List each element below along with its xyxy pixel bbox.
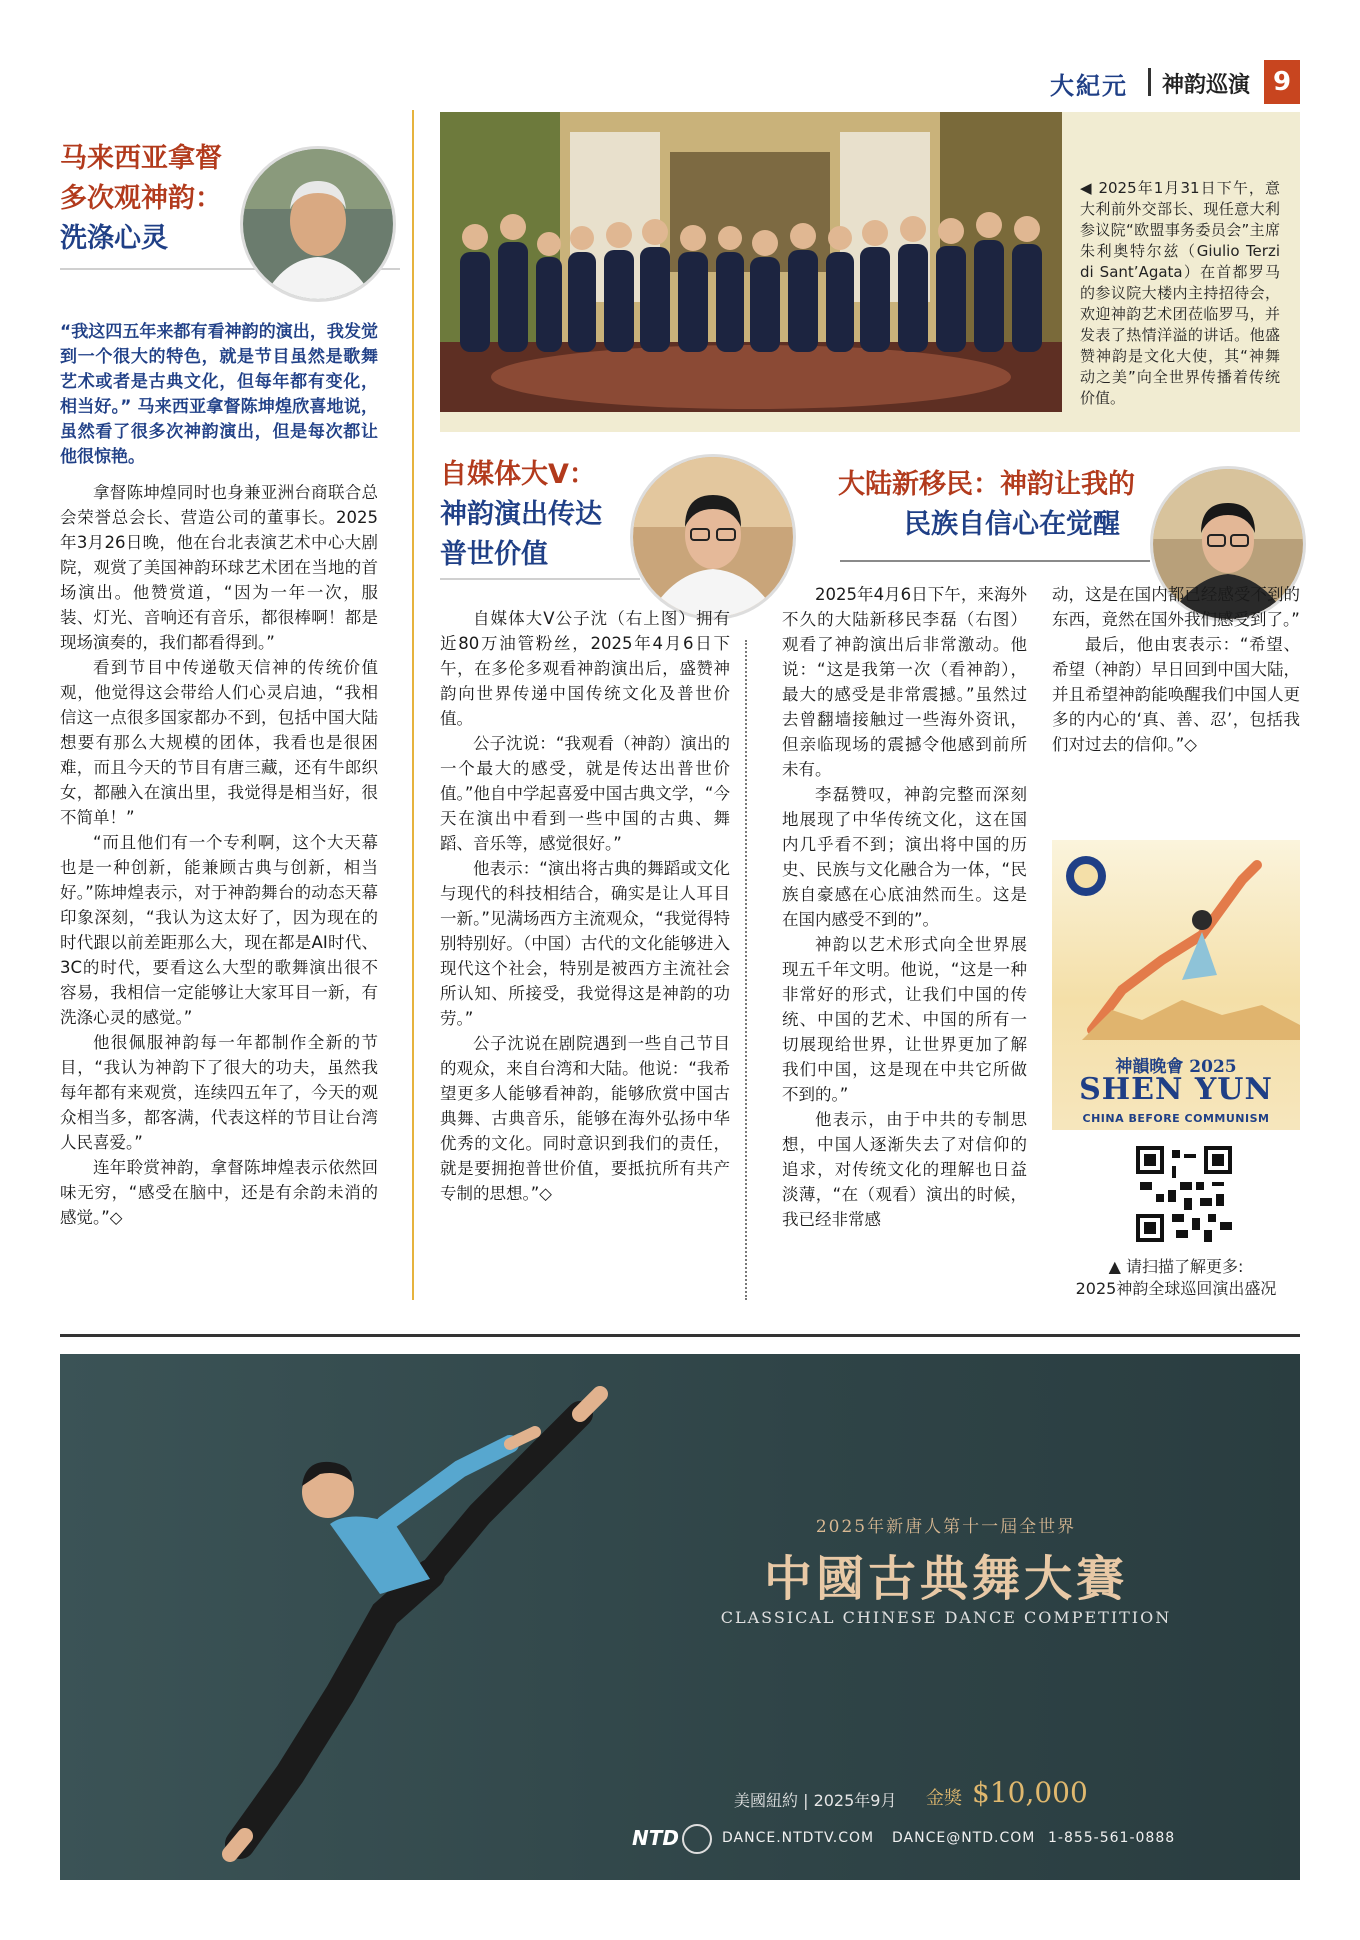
paragraph: 自媒体大V公子沈（右上图）拥有近80万油管粉丝，2025年4月6日下午，在多伦多观看神韵演出后，盛赞神韵向世界传递中国传统文化及普世价值。 [440,609,730,728]
paragraph: 连年聆赏神韵，拿督陈坤煌表示依然回味无穷，“感受在脑中，还是有余韵未消的感觉。”◇ [60,1158,378,1227]
header-divider [1148,68,1151,96]
shenyun-tagline: CHINA BEFORE COMMUNISM [1082,1112,1270,1125]
banner-prize-label: 金獎 [926,1788,962,1809]
qr-caption [1052,1256,1300,1300]
paragraph: 动，这是在国内都已经感受不到的东西，竟然在国外我们感受到了。” [1052,585,1300,629]
paragraph: 他表示，由于中共的专制思想，中国人逐渐失去了对信仰的追求，对传统文化的理解也日益淡薄，“在（观看）演出的时候，我已经非常感 [782,1110,1027,1229]
paragraph: 拿督陈坤煌同时也身兼亚洲台商联合总会荣誉总会长、营造公司的董事长。2025年3月26日晚，他在台北表演艺术中心大剧院，观赏了美国神韵环球艺术团在当地的首场演出。他赞赏道，“因为一年一次，服装、灯光、音响还有音乐，都很棒啊！都是现场演奏的，我们都看得到。” [60,483,378,652]
article1-headline-line1: 马来西亚拿督 [60,143,222,174]
shenyun-ad[interactable] [1052,840,1300,1130]
article2-portrait [630,454,796,620]
article2-rule [440,578,640,580]
dotted-divider [745,640,747,1300]
article2-headline-line2: 神韵演出传达 [440,499,602,530]
banner-phone[interactable]: 1-855-561-0888 [1048,1830,1176,1846]
banner-subtitle: 2025年新唐人第十一屆全世界 [815,1517,1077,1537]
dancer-photo [180,1374,640,1874]
qr-caption-line1: ▲ 请扫描了解更多: [1108,1257,1244,1276]
article1-headline-line2: 多次观神韵： [60,183,222,214]
paragraph: 他很佩服神韵每一年都制作全新的节目，“我认为神韵下了很大的功夫，虽然我每年都有来观赏，连续四五年了，今天的观众相当多，都客满，代表这样的节目让台湾人民喜爱。” [60,1033,378,1152]
headline-rule [840,560,1150,562]
column-divider [412,110,414,1300]
paragraph: 李磊赞叹，神韵完整而深刻地展现了中华传统文化，这在国内几乎看不到；演出将中国的历史、民族与文化融合为一体，“民族自豪感在心底油然而生。这是在国内感受不到的”。 [782,785,1027,929]
page-rule [60,1334,1300,1337]
paragraph: “而且他们有一个专利啊，这个大天幕也是一种创新，能兼顾古典与创新，相当好。”陈坤煌表示，对于神韵舞台的动态天幕印象深刻，“我认为这太好了，因为现在的时代跟以前差距那么大，现在都是AI时代、3C的时代，要看这么大型的歌舞演出很不容易，我相信一定能够让大家耳目一新，有洗涤心灵的感觉。” [60,833,378,1027]
dance-competition-banner[interactable] [60,1354,1300,1880]
article1-portrait [240,146,396,302]
article2-headline-line3: 普世价值 [440,539,548,570]
masthead-logo: 大紀元 [1050,71,1128,100]
banner-email[interactable]: DANCE@NTD.COM [892,1830,1036,1846]
photo-caption: ◀ 2025年1月31日下午，意大利前外交部长、现任意大利参议院“欧盟事务委员会”主席朱利奥特尔兹（Giulio Terzi di Sant’Agata）在首都罗马的参议院大楼内主持招待会，欢迎神韵艺术团莅临罗马，并发表了热情洋溢的讲话。他盛赞神韵是文化大使，其“神舞动之美”向全世界传播着传统价值。 [1080,179,1280,407]
paragraph: 看到节目中传递敬天信神的传统价值观，他觉得这会带给人们心灵启迪，“我相信这一点很多国家都办不到，包括中国大陆想要有那么大规模的团体，我看也是很困难，而且今天的节目有唐三藏，还有牛郎织女，都融入在演出里，我觉得是相当好，很不简单！” [60,658,378,827]
qr-caption-line2: 2025神韵全球巡回演出盛况 [1075,1279,1277,1298]
banner-location-date: 美國紐約 | 2025年9月 [734,1791,897,1810]
ntd-logo: NTD [632,1826,679,1850]
article1-body [60,480,378,1230]
seal-icon [682,1824,712,1854]
paragraph: 神韵以艺术形式向全世界展现五千年文明。他说，“这是一种非常好的形式，让我们中国的传统、中国的艺术、中国的所有一切展现给世界，让世界更加了解我们中国，这是现在中共它所做不到的。” [782,935,1027,1104]
paragraph: 公子沈说在剧院遇到一些自己节目的观众，来自台湾和大陆。他说：“我希望更多人能够看神韵，能够欣赏中国古典舞、古典音乐，能够在海外弘扬中华优秀的文化。同时意识到我们的责任，就是要拥抱普世价值，要抵抗所有共产专制的思想。”◇ [440,1034,730,1203]
section-name: 神韵巡演 [1162,73,1251,98]
paragraph: 2025年4月6日下午，来海外不久的大陆新移民李磊（右图）观看了神韵演出后非常激动。他说：“这是我第一次（看神韵），最大的感受是非常震撼。”虽然过去曾翻墙接触过一些海外资讯，但亲临现场的震撼令他感到前所未有。 [782,585,1027,779]
paragraph: 公子沈说：“我观看（神韵）演出的一个最大的感受，就是传达出普世价值。”他自中学起喜爱中国古典文学，“今天在演出中看到一些中国的古典、舞蹈、音乐等，感觉很好。” [440,734,730,853]
banner-website[interactable]: DANCE.NTDTV.COM [722,1830,875,1846]
banner-prize-amount: $10,000 [972,1776,1088,1809]
article3-body-col2 [1052,582,1300,757]
article3-body-col1 [782,582,1027,1232]
article3-headline-line2: 民族自信心在觉醒 [904,509,1120,540]
dancer-illustration [1052,840,1300,1040]
article3-headline-line1: 大陆新移民：神韵让我的 [838,469,1135,500]
group-photo [440,112,1062,412]
paragraph: 他表示：“演出将古典的舞蹈或文化与现代的科技相结合，确实是让人耳目一新。”见满场西方主流观众，“我觉得特别特别好。（中国）古代的文化能够进入现代这个社会，特别是被西方主流社会所认知、所接受，我觉得这是神韵的功劳。” [440,859,730,1028]
qr-code[interactable] [1136,1146,1232,1242]
article2-headline-line1: 自媒体大V： [440,459,596,490]
article1-headline-line3: 洗涤心灵 [60,223,168,254]
article1-lead-quote: “我这四五年来都有看神韵的演出，我发觉到一个很大的特色，就是节目虽然是歌舞艺术或者是古典文化，但每年都有变化，相当好。” 马来西亚拿督陈坤煌欣喜地说，虽然看了很多次神韵演出，但是每次都让他很惊艳。 [60,322,378,467]
article2-body [440,606,730,1206]
shenyun-chinese-title: 神韻晚會 2025 [1115,1057,1237,1077]
banner-english-title: CLASSICAL CHINESE DANCE COMPETITION [720,1608,1172,1627]
shenyun-brand: SHEN YUN [1079,1072,1273,1107]
paragraph: 最后，他由衷表示：“希望、希望（神韵）早日回到中国大陆，并且希望神韵能唤醒我们中国人更多的内心的‘真、善、忍’，包括我们对过去的信仰。”◇ [1052,635,1300,754]
page-number: 9 [1264,60,1300,104]
banner-title: 中國古典舞大賽 [763,1551,1128,1607]
